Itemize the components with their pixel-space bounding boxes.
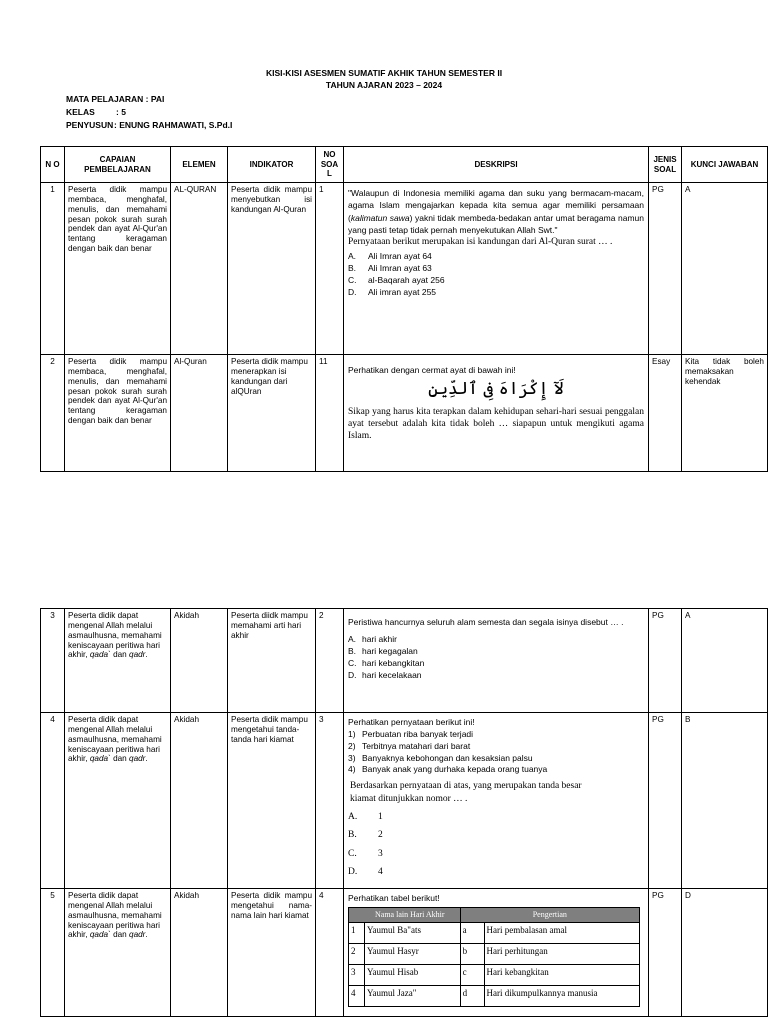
- option-list: [348, 811, 644, 878]
- no-soal-cell: 3: [316, 713, 344, 889]
- table-row: [41, 889, 768, 1017]
- row-no: 3: [41, 609, 65, 713]
- question-stem: Berdasarkan pernyataan di atas, yang merupakan tanda besar kiamat ditunjukkan nomor … .: [350, 781, 582, 804]
- kunci-cell: A: [682, 609, 768, 713]
- kelas-label: KELAS: [66, 107, 95, 117]
- question-quote: "Walaupun di Indonesia memiliki agama dan suku yang bermacam-macam, agama Islam mengajarkan kepada kita semua agar memiliki persamaan (kalimatun sawa) yakni tidak membeda-bedakan antar umat beragama namun yang pasti tetap tidak pernah menyekutukan Allah Swt.": [348, 188, 644, 235]
- penyusun: [66, 120, 232, 130]
- jenis-cell: PG: [649, 183, 682, 355]
- col-elemen: ELEMEN: [171, 147, 228, 183]
- statement-list: [348, 729, 644, 774]
- row-no: 5: [41, 889, 65, 1017]
- elemen-cell: Al-Quran: [171, 355, 228, 472]
- question-stem: Pernyataan berikut merupakan isi kandungan dari Al-Quran surat … .: [348, 237, 613, 248]
- inner-table-row: 2 Yaumul Hasyr b Hari perhitungan: [349, 943, 640, 964]
- col-deskripsi: DESKRIPSI: [344, 147, 649, 183]
- jenis-cell: PG: [649, 889, 682, 1017]
- option-item: D. hari kecelakaan: [348, 670, 422, 681]
- elemen-cell: AL-QURAN: [171, 183, 228, 355]
- no-soal-cell: 1: [316, 183, 344, 355]
- col-kunci: KUNCI JAWABAN: [682, 147, 768, 183]
- col-no-soal: NO SOA L: [316, 147, 344, 183]
- capaian-cell: Peserta didik dapat mengenal Allah melalui asmaulhusna, memahami keniscayaan peritiwa hari akhir, qada` dan qadr.: [65, 609, 171, 713]
- option-item: C. al-Baqarah ayat 256: [348, 274, 445, 285]
- indikator-cell: Peserta didik mampu mengetahui tanda-tanda hari kiamat: [228, 713, 316, 889]
- option-item: B. 2: [348, 830, 383, 841]
- kunci-cell: D: [682, 889, 768, 1017]
- jenis-cell: Esay: [649, 355, 682, 472]
- inner-head-right: Pengertian: [460, 908, 639, 923]
- option-item: A. 1: [348, 812, 383, 823]
- jenis-cell: PG: [649, 713, 682, 889]
- statement-item: 4) Banyak anak yang durhaka kepada orang tuanya: [348, 764, 548, 775]
- elemen-cell: Akidah: [171, 713, 228, 889]
- question-intro: Perhatikan tabel berikut!: [348, 893, 440, 903]
- question-intro: Perhatikan pernyataan berikut ini!: [348, 717, 475, 727]
- capaian-cell: Peserta didik mampu membaca, menghafal, menulis, dan memahami pesan pokok surah surah pendek dan ayat Al-Qur'an tentang keragaman dengan baik dan benar: [65, 183, 171, 355]
- option-item: C. 3: [348, 848, 383, 859]
- question-intro: Perhatikan dengan cermat ayat di bawah ini!: [348, 365, 516, 375]
- option-list: [348, 634, 644, 681]
- table-row: [41, 183, 768, 355]
- option-list: [348, 251, 644, 298]
- kisi-table-page-1: [40, 146, 768, 472]
- deskripsi-cell: [344, 713, 649, 889]
- capaian-cell: Peserta didik dapat mengenal Allah melalui asmaulhusna, memahami keniscayaan peritiwa hari akhir, qada` dan qadr.: [65, 889, 171, 1017]
- statement-item: 3) Banyaknya kebohongan dan kesaksian palsu: [348, 752, 533, 763]
- inner-table-row: 1 Yaumul Ba"ats a Hari pembalasan amal: [349, 922, 640, 943]
- capaian-cell: Peserta didik mampu membaca, menghafal, menulis, dan memahami pesan pokok surah surah pendek dan ayat Al-Qur'an tentang keragaman dengan baik dan benar: [65, 355, 171, 472]
- capaian-cell: Peserta didik dapat mengenal Allah melalui asmaulhusna, memahami keniscayaan peritiwa hari akhir, qada` dan qadr.: [65, 713, 171, 889]
- col-indikator: INDIKATOR: [228, 147, 316, 183]
- kelas-value: : 5: [116, 107, 126, 117]
- deskripsi-cell: [344, 355, 649, 472]
- inner-table-row: 3 Yaumul Hisab c Hari kebangkitan: [349, 964, 640, 985]
- col-no: N O: [41, 147, 65, 183]
- elemen-cell: Akidah: [171, 889, 228, 1017]
- mata-pelajaran: MATA PELAJARAN : PAI: [66, 94, 165, 104]
- option-item: B. hari kegagalan: [348, 646, 418, 657]
- jenis-cell: PG: [649, 609, 682, 713]
- row-no: 1: [41, 183, 65, 355]
- elemen-cell: Akidah: [171, 609, 228, 713]
- statement-item: 2) Terbitnya matahari dari barat: [348, 740, 471, 751]
- no-soal-cell: 2: [316, 609, 344, 713]
- option-item: A. Ali Imran ayat 64: [348, 250, 432, 261]
- penyusun-value: : ENUNG RAHMAWATI, S.Pd.I: [114, 120, 233, 130]
- kunci-cell: B: [682, 713, 768, 889]
- option-item: D. 4: [348, 867, 383, 878]
- col-jenis-soal: JENIS SOAL: [649, 147, 682, 183]
- hari-akhir-table: [348, 907, 640, 1007]
- option-item: A. hari akhir: [348, 633, 397, 644]
- indikator-cell: Peserta diidk mampu memahami arti hari akhir: [228, 609, 316, 713]
- row-no: 2: [41, 355, 65, 472]
- option-item: B. Ali Imran ayat 63: [348, 262, 432, 273]
- table-row: [41, 355, 768, 472]
- deskripsi-cell: [344, 889, 649, 1017]
- indikator-cell: Peserta didik mampu menyebutkan isi kandungan Al-Quran: [228, 183, 316, 355]
- deskripsi-cell: [344, 183, 649, 355]
- indikator-cell: Peserta didik mampu menerapkan isi kandungan dari alQUran: [228, 355, 316, 472]
- table-row: [41, 713, 768, 889]
- kunci-cell: A: [682, 183, 768, 355]
- option-item: D. Ali imran ayat 255: [348, 287, 437, 298]
- row-no: 4: [41, 713, 65, 889]
- inner-head-left: Nama lain Hari Akhir: [349, 908, 461, 923]
- statement-item: 1) Perbuatan riba banyak terjadi: [348, 729, 474, 740]
- table-row: [41, 609, 768, 713]
- no-soal-cell: 4: [316, 889, 344, 1017]
- kunci-cell: Kita tidak boleh memaksakan kehendak: [682, 355, 768, 472]
- col-capaian: CAPAIAN PEMBELAJARAN: [65, 147, 171, 183]
- kelas: [66, 107, 126, 117]
- deskripsi-cell: [344, 609, 649, 713]
- indikator-cell: Peserta didik mampu mengetahui nama-nama lain hari kiamat: [228, 889, 316, 1017]
- option-item: C. hari kebangkitan: [348, 658, 425, 669]
- kisi-table-page-2: [40, 608, 768, 1017]
- no-soal-cell: 11: [316, 355, 344, 472]
- question-text: Peristiwa hancurnya seluruh alam semesta dan segala isinya disebut … .: [348, 617, 624, 627]
- question-text: Sikap yang harus kita terapkan dalam kehidupan sehari-hari sesuai penggalan ayat tersebut adalah kita tidak boleh … siapapun untuk mengikuti agama Islam.: [348, 406, 644, 442]
- table-header-row: [41, 147, 768, 183]
- inner-table-row: 4 Yaumul Jaza" d Hari dikumpulkannya manusia: [349, 985, 640, 1006]
- arabic-verse: لَآ إِكْرَاهَ فِى ٱلدِّينِ: [428, 379, 564, 400]
- document-title: KISI-KISI ASESMEN SUMATIF AKHIK TAHUN SEMESTER II: [265, 68, 503, 78]
- document-subtitle: TAHUN AJARAN 2023 – 2024: [325, 80, 443, 90]
- penyusun-label: PENYUSUN: [66, 120, 114, 130]
